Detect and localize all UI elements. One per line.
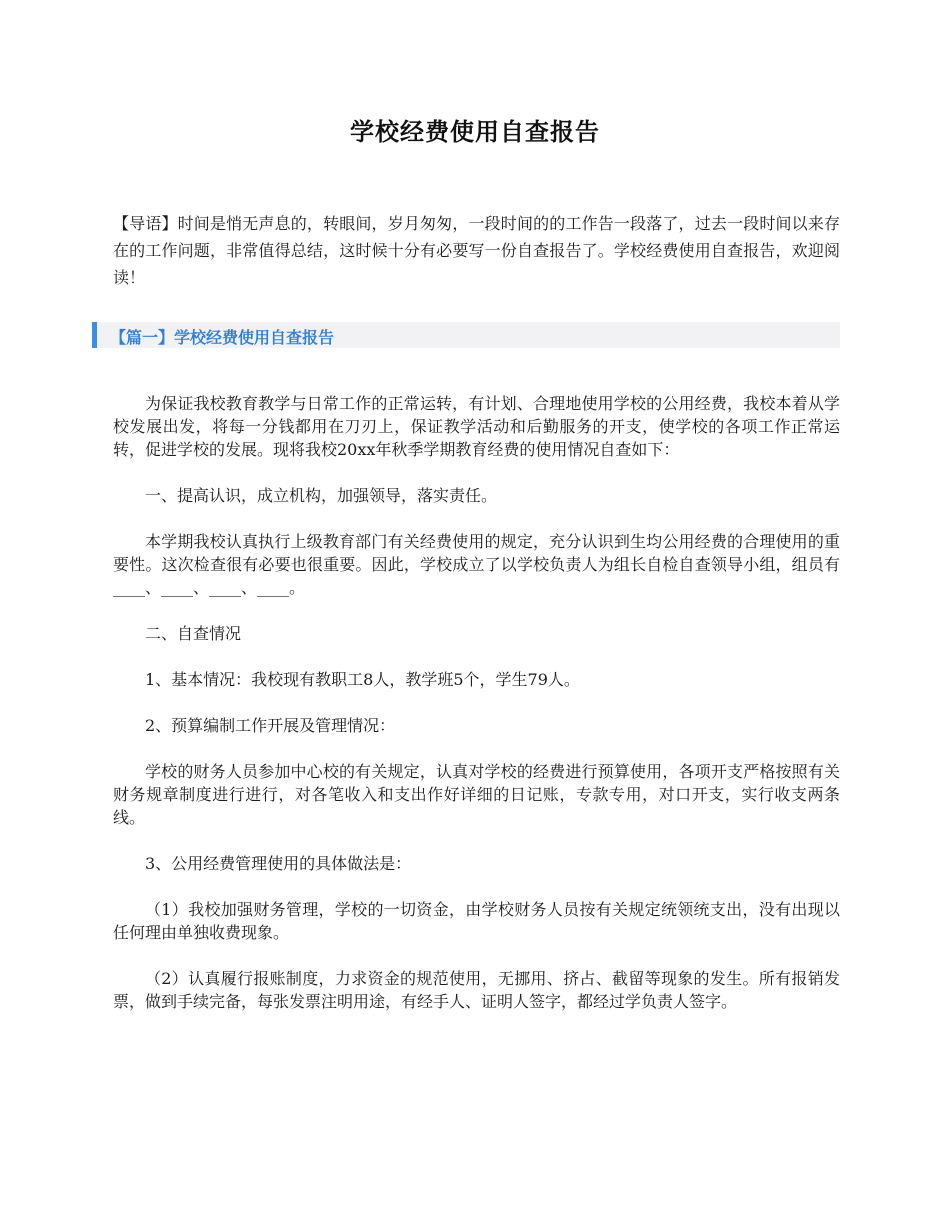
intro-paragraph: 【导语】时间是悄无声息的，转眼间，岁月匆匆，一段时间的的工作告一段落了，过去一段时间以来存在的工作问题，非常值得总结，这时候十分有必要写一份自查报告了。学校经费使用自查报告，欢迎阅读！ [113,214,840,287]
section-accent-bar [92,322,97,348]
section-heading: 【篇一】学校经费使用自查报告 [110,328,335,347]
document-title: 学校经费使用自查报告 [350,118,600,146]
body-paragraph: （1）我校加强财务管理，学校的一切资金，由学校财务人员按有关规定统领统支出，没有出现以任何理由单独收费现象。 [113,900,840,942]
body-paragraph: 3、公用经费管理使用的具体做法是： [145,854,412,873]
body-paragraph: 为保证我校教育教学与日常工作的正常运转，有计划、合理地使用学校的公用经费，我校本着从学校发展出发，将每一分钱都用在刀刃上，保证教学活动和后勤服务的开支，使学校的各项工作正常运转，促进学校的发展。现将我校20xx年秋季学期教育经费的使用情况自查如下： [113,394,840,459]
body-paragraph: 学校的财务人员参加中心校的有关规定，认真对学校的经费进行预算使用，各项开支严格按照有关财务规章制度进行进行，对各笔收入和支出作好详细的日记账，专款专用，对口开支，实行收支两条线。 [113,762,840,827]
body-paragraph: 2、预算编制工作开展及管理情况： [145,716,396,735]
body-paragraph: 1、基本情况：我校现有教职工8人，教学班5个，学生79人。 [145,670,580,689]
body-paragraph: 本学期我校认真执行上级教育部门有关经费使用的规定，充分认识到生均公用经费的合理使用的重要性。这次检查很有必要也很重要。因此，学校成立了以学校负责人为组长自检自查领导小组，组员有____、____、____、____。 [113,532,840,597]
body-paragraph: 一、提高认识，成立机构，加强领导，落实责任。 [145,486,498,505]
body-paragraph: （2）认真履行报账制度，力求资金的规范使用，无挪用、挤占、截留等现象的发生。所有报销发票，做到手续完备，每张发票注明用途，有经手人、证明人签字，都经过学负责人签字。 [113,969,840,1011]
section-heading-bar [92,322,840,348]
body-paragraph: 二、自查情况 [145,624,242,643]
document-body [113,392,840,1036]
